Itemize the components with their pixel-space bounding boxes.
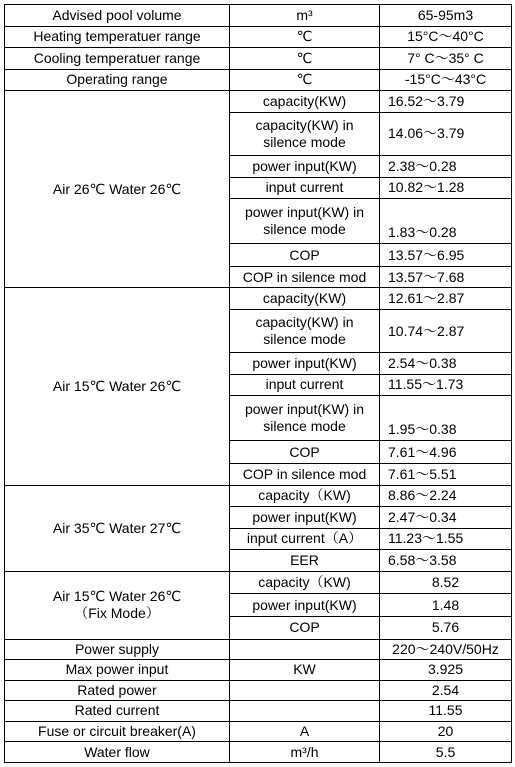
param-value: 16.52～3.79 xyxy=(380,91,512,113)
row-label: Rated current xyxy=(5,701,230,722)
param-label: capacity（KW) xyxy=(230,571,380,594)
param-value: 2.47～0.34 xyxy=(380,507,512,529)
param-value: 2.54～0.38 xyxy=(380,353,512,375)
param-value: 13.57～7.68 xyxy=(380,266,512,288)
row-unit xyxy=(230,639,380,660)
table-row xyxy=(5,742,512,763)
condition-label: Air 26℃ Water 26℃ xyxy=(5,91,230,288)
param-label: COP xyxy=(230,441,380,464)
param-label: power input(KW) xyxy=(230,353,380,375)
table-row xyxy=(5,639,512,660)
param-label: capacity(KW) xyxy=(230,288,380,310)
param-label: power input(KW) in silence mode xyxy=(230,199,380,244)
row-unit xyxy=(230,701,380,722)
row-label: Rated power xyxy=(5,680,230,701)
table-row xyxy=(5,660,512,681)
row-value: 11.55 xyxy=(380,701,512,722)
table-row xyxy=(5,680,512,701)
table-row xyxy=(5,5,512,27)
row-label: Water flow xyxy=(5,742,230,763)
param-value: 13.57～6.95 xyxy=(380,244,512,267)
param-label: COP xyxy=(230,617,380,640)
row-value: 65-95m3 xyxy=(380,5,512,27)
row-label: Cooling temperatuer range xyxy=(5,48,230,70)
param-value: 6.58～3.58 xyxy=(380,550,512,572)
table-row xyxy=(5,701,512,722)
row-label: Fuse or circuit breaker(A) xyxy=(5,721,230,742)
table-row xyxy=(5,571,512,594)
param-label: power input(KW) xyxy=(230,594,380,617)
param-value: 5.76 xyxy=(380,617,512,640)
table-row xyxy=(5,48,512,70)
param-value: 12.61～2.87 xyxy=(380,288,512,310)
row-unit: A xyxy=(230,721,380,742)
param-label: COP xyxy=(230,244,380,267)
row-value: -15°C～43°C xyxy=(380,69,512,91)
table-row xyxy=(5,485,512,507)
row-unit: ℃ xyxy=(230,26,380,48)
param-label: EER xyxy=(230,550,380,572)
row-value: 7° C～35° C xyxy=(380,48,512,70)
param-label: capacity(KW) xyxy=(230,91,380,113)
param-label: capacity(KW) in silence mode xyxy=(230,309,380,352)
param-value: 1.95～0.38 xyxy=(380,396,512,441)
table-row xyxy=(5,69,512,91)
row-label: Operating range xyxy=(5,69,230,91)
row-unit: KW xyxy=(230,660,380,681)
param-value: 8.86～2.24 xyxy=(380,485,512,507)
param-value: 11.55～1.73 xyxy=(380,374,512,396)
param-value: 10.74～2.87 xyxy=(380,309,512,352)
table-row xyxy=(5,26,512,48)
row-value: 5.5 xyxy=(380,742,512,763)
param-value: 2.38～0.28 xyxy=(380,155,512,177)
param-label: power input(KW) xyxy=(230,507,380,529)
row-unit xyxy=(230,680,380,701)
row-value: 2.54 xyxy=(380,680,512,701)
param-label: COP in silence mod xyxy=(230,266,380,288)
row-unit: ℃ xyxy=(230,69,380,91)
row-value: 15°C～40°C xyxy=(380,26,512,48)
table-row xyxy=(5,91,512,113)
table-row xyxy=(5,721,512,742)
row-value: 220～240V/50Hz xyxy=(380,639,512,660)
param-label: input current xyxy=(230,177,380,199)
param-label: input current xyxy=(230,374,380,396)
param-value: 7.61～5.51 xyxy=(380,464,512,486)
row-unit: ℃ xyxy=(230,48,380,70)
row-label: Heating temperatuer range xyxy=(5,26,230,48)
table-row xyxy=(5,288,512,310)
condition-label: Air 35℃ Water 27℃ xyxy=(5,485,230,571)
param-value: 14.06～3.79 xyxy=(380,112,512,155)
row-unit: m³ xyxy=(230,5,380,27)
param-value: 10.82～1.28 xyxy=(380,177,512,199)
row-label: Advised pool volume xyxy=(5,5,230,27)
condition-label: Air 15℃ Water 26℃ xyxy=(5,288,230,485)
row-label: Power supply xyxy=(5,639,230,660)
row-unit: m³/h xyxy=(230,742,380,763)
spec-table xyxy=(4,4,512,763)
param-label: input current（A） xyxy=(230,528,380,550)
param-value: 1.48 xyxy=(380,594,512,617)
row-value: 20 xyxy=(380,721,512,742)
param-value: 7.61～4.96 xyxy=(380,441,512,464)
param-label: capacity（KW) xyxy=(230,485,380,507)
param-label: power input(KW) in silence mode xyxy=(230,396,380,441)
condition-label: Air 15℃ Water 26℃ （Fix Mode） xyxy=(5,571,230,639)
spec-table-body xyxy=(5,5,512,763)
param-label: capacity(KW) in silence mode xyxy=(230,112,380,155)
param-label: COP in silence mod xyxy=(230,464,380,486)
param-label: power input(KW) xyxy=(230,155,380,177)
param-value: 1.83～0.28 xyxy=(380,199,512,244)
param-value: 11.23～1.55 xyxy=(380,528,512,550)
row-label: Max power input xyxy=(5,660,230,681)
param-value: 8.52 xyxy=(380,571,512,594)
row-value: 3.925 xyxy=(380,660,512,681)
